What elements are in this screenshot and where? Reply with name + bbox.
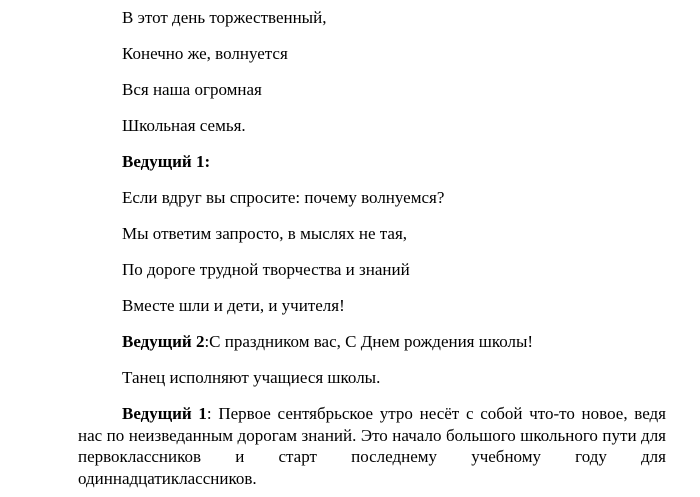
final-paragraph [78,403,666,489]
verse-line: Конечно же, волнуется [122,44,288,63]
speaker-2-text: :С праздником вас, С Днем рождения школы! [204,332,534,351]
verse-line: Вся наша огромная [122,80,262,99]
verse-line: Вместе шли и дети, и учителя! [122,296,345,315]
final-paragraph-speaker: Ведущий 1 [122,404,207,423]
verse-line: Школьная семья. [122,116,246,135]
speaker-2-label: Ведущий 2 [122,332,205,351]
verse-line: Мы ответим запросто, в мыслях не тая, [122,224,408,243]
verse-line: По дороге трудной творчества и знаний [122,260,410,279]
final-paragraph-text: : Первое сентябрьское утро несёт с собой что-то новое, ведя нас по неизведанным дорогам знаний. Это начало большого школьного пути для первоклассников и старт последнему учебному году для одиннадцатиклассников. [78,404,666,488]
speaker-1-heading: Ведущий 1: [122,152,211,171]
dance-line: Танец исполняют учащиеся школы. [122,368,381,387]
verse-line: В этот день торжественный, [122,8,327,27]
verse-line: Если вдруг вы спросите: почему волнуемся? [122,188,445,207]
speaker-2-line [122,332,533,352]
